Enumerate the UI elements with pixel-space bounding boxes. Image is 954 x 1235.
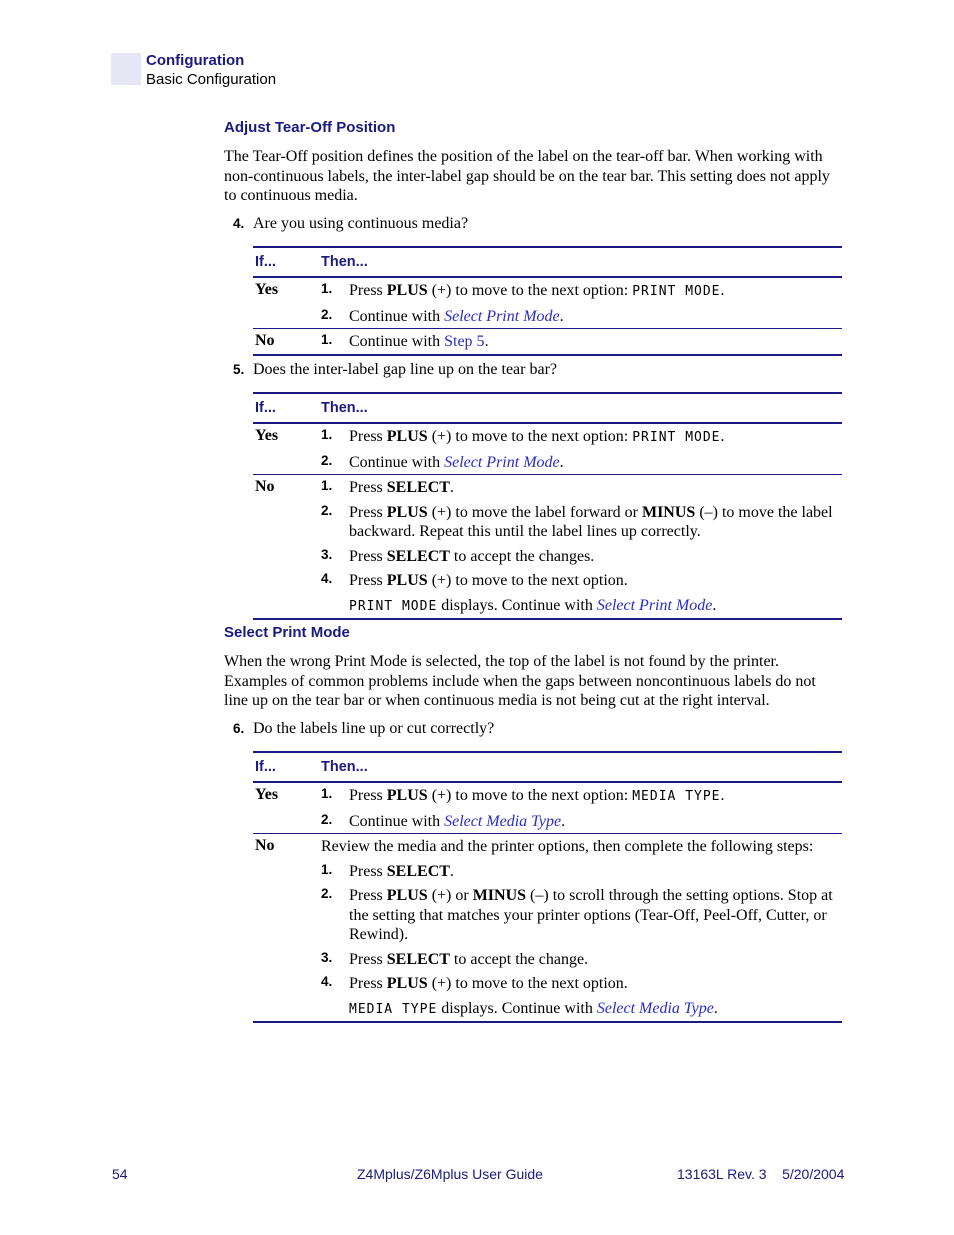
text: (+) to move to the next option: bbox=[427, 282, 633, 299]
text: Press bbox=[349, 479, 387, 496]
link-select-print-mode[interactable]: Select Print Mode bbox=[444, 307, 560, 325]
action-text bbox=[349, 809, 842, 834]
action-text bbox=[349, 947, 842, 972]
table-row bbox=[253, 329, 842, 355]
text: Press bbox=[349, 282, 387, 299]
text: Continue with bbox=[349, 453, 445, 471]
decision-table-tear-bar bbox=[253, 392, 842, 620]
link-step-5[interactable]: Step 5 bbox=[444, 333, 485, 350]
text: . bbox=[449, 862, 454, 880]
action-intro-text: Review the media and the printer options, then complete the following steps: bbox=[321, 834, 842, 859]
text: (+) to move to the next option. bbox=[427, 975, 628, 992]
table-row bbox=[253, 834, 842, 859]
button-name: SELECT bbox=[386, 950, 450, 968]
lcd-display-text: PRINT MODE bbox=[349, 598, 438, 614]
text: Press bbox=[349, 572, 387, 589]
step-number: 1. bbox=[321, 281, 333, 296]
text: Press bbox=[349, 428, 387, 445]
text: . bbox=[720, 282, 725, 299]
header-if: If... bbox=[253, 393, 321, 423]
action-text bbox=[349, 996, 842, 1023]
button-name: PLUS bbox=[386, 975, 428, 992]
text: (+) to move to the next option. bbox=[427, 572, 628, 589]
action-text bbox=[349, 859, 842, 884]
header-then: Then... bbox=[321, 752, 842, 782]
text: . bbox=[449, 479, 454, 496]
button-name: SELECT bbox=[386, 479, 450, 496]
text: . bbox=[720, 787, 725, 804]
text: to accept the changes. bbox=[449, 547, 595, 565]
condition-no: No bbox=[253, 475, 321, 500]
table-row bbox=[253, 475, 842, 500]
heading-adjust-tear-off: Adjust Tear-Off Position bbox=[224, 119, 396, 136]
text: Press bbox=[349, 503, 387, 521]
step-number: 3. bbox=[321, 949, 333, 965]
table-row bbox=[253, 593, 842, 620]
header-then: Then... bbox=[321, 393, 842, 423]
condition-yes: Yes bbox=[255, 786, 279, 803]
step-number: 4. bbox=[321, 571, 333, 586]
text: (+) to move to the next option: bbox=[427, 428, 633, 445]
step-number: 1. bbox=[321, 427, 333, 442]
lcd-display-text: MEDIA TYPE bbox=[349, 1001, 438, 1017]
section-title: Basic Configuration bbox=[146, 71, 277, 88]
action-text bbox=[349, 304, 842, 329]
text: (+) to move to the next option: bbox=[427, 787, 633, 804]
text: Press bbox=[349, 547, 387, 565]
table-row bbox=[253, 996, 842, 1023]
button-name: PLUS bbox=[386, 572, 428, 589]
paragraph-tear-off: The Tear-Off position defines the position of the label on the tear-off bar. When working with non-continuous labels, the inter-label gap should be on the tear bar. This setting does not apply to continuous media. bbox=[224, 148, 830, 204]
header-if: If... bbox=[253, 247, 321, 277]
step-number: 1. bbox=[321, 329, 349, 355]
text: . bbox=[559, 307, 564, 325]
text: . bbox=[720, 428, 725, 445]
text: displays. Continue with bbox=[437, 596, 597, 614]
footer-doc-revision: 13163L Rev. 3 5/20/2004 bbox=[677, 1166, 845, 1182]
action-text bbox=[349, 593, 842, 620]
action-text bbox=[349, 544, 842, 569]
link-select-print-mode[interactable]: Select Print Mode bbox=[596, 596, 713, 614]
text: . bbox=[561, 812, 566, 830]
text: Press bbox=[349, 950, 387, 968]
heading-select-print-mode: Select Print Mode bbox=[224, 624, 350, 641]
step-number: 2. bbox=[321, 306, 333, 322]
step-text: Are you using continuous media? bbox=[253, 215, 469, 232]
text: (+) or bbox=[427, 887, 473, 904]
link-select-media-type[interactable]: Select Media Type bbox=[444, 812, 562, 830]
step-number: 1. bbox=[321, 475, 349, 500]
table-row bbox=[253, 304, 842, 329]
table-row bbox=[253, 947, 842, 972]
chapter-title: Configuration bbox=[146, 52, 245, 69]
step-number: 2. bbox=[321, 502, 333, 518]
button-name: PLUS bbox=[386, 787, 428, 804]
step-number: 1. bbox=[321, 861, 333, 877]
table-header-row bbox=[253, 393, 842, 423]
action-text bbox=[349, 329, 842, 355]
action-text bbox=[349, 277, 842, 304]
text: (–) to scroll through the setting options. Stop at the setting that matches your printer options (Tear-Off, Peel-Off, Cutter, or Rewind). bbox=[349, 887, 833, 943]
table-header-row bbox=[253, 752, 842, 782]
text: (+) to move the label forward or bbox=[427, 503, 642, 521]
action-text bbox=[349, 450, 842, 475]
text: Press bbox=[349, 787, 387, 804]
table-row bbox=[253, 971, 842, 996]
lcd-display-text: PRINT MODE bbox=[632, 284, 721, 299]
step-number: 2. bbox=[321, 886, 333, 901]
button-name: PLUS bbox=[386, 887, 428, 904]
button-name: PLUS bbox=[386, 282, 428, 299]
table-header-row bbox=[253, 247, 842, 277]
table-row bbox=[253, 809, 842, 834]
table-row bbox=[253, 544, 842, 569]
text: Continue with bbox=[349, 333, 445, 350]
action-text bbox=[349, 782, 842, 809]
step-5 bbox=[233, 361, 557, 379]
text: displays. Continue with bbox=[437, 999, 597, 1017]
action-text bbox=[349, 475, 842, 500]
header-then: Then... bbox=[321, 247, 842, 277]
lcd-display-text: PRINT MODE bbox=[632, 430, 721, 445]
button-name: PLUS bbox=[386, 428, 428, 445]
condition-no: No bbox=[253, 329, 321, 355]
text: . bbox=[713, 999, 718, 1017]
header-tab-marker bbox=[111, 53, 141, 85]
table-row bbox=[253, 277, 842, 304]
lcd-display-text: MEDIA TYPE bbox=[632, 789, 721, 804]
table-row bbox=[253, 883, 842, 947]
step-number: 4. bbox=[233, 216, 245, 231]
text: Continue with bbox=[349, 307, 445, 325]
step-number: 2. bbox=[321, 811, 333, 827]
action-text bbox=[349, 971, 842, 996]
action-text bbox=[349, 883, 842, 947]
action-text bbox=[349, 500, 842, 544]
step-text: Does the inter-label gap line up on the tear bar? bbox=[253, 361, 557, 378]
header-if: If... bbox=[253, 752, 321, 782]
table-row bbox=[253, 450, 842, 475]
link-select-print-mode[interactable]: Select Print Mode bbox=[444, 453, 560, 471]
table-row bbox=[253, 423, 842, 450]
footer-guide-title: Z4Mplus/Z6Mplus User Guide bbox=[357, 1166, 543, 1182]
text: Press bbox=[349, 862, 387, 880]
text: . bbox=[712, 596, 717, 614]
step-4 bbox=[233, 215, 468, 233]
table-row bbox=[253, 782, 842, 809]
button-name: SELECT bbox=[386, 862, 450, 880]
table-row bbox=[253, 568, 842, 593]
button-name: MINUS bbox=[641, 503, 696, 521]
step-6 bbox=[233, 720, 494, 738]
decision-table-continuous-media bbox=[253, 246, 842, 356]
page-number: 54 bbox=[112, 1166, 128, 1182]
step-number: 5. bbox=[233, 362, 245, 377]
condition-yes: Yes bbox=[255, 427, 279, 444]
condition-no: No bbox=[253, 834, 321, 859]
text: to accept the change. bbox=[449, 950, 589, 968]
link-select-media-type[interactable]: Select Media Type bbox=[596, 999, 714, 1017]
table-row bbox=[253, 859, 842, 884]
step-number: 4. bbox=[321, 974, 333, 989]
condition-yes: Yes bbox=[255, 281, 279, 298]
text: (–) to move the label backward. Repeat this until the label lines up correctly. bbox=[349, 503, 833, 540]
step-number: 2. bbox=[321, 452, 333, 468]
step-number: 1. bbox=[321, 786, 333, 801]
text: Press bbox=[349, 975, 387, 992]
step-text: Do the labels line up or cut correctly? bbox=[253, 720, 495, 737]
button-name: SELECT bbox=[386, 547, 450, 565]
step-number: 3. bbox=[321, 546, 333, 562]
text: . bbox=[484, 333, 489, 350]
action-text bbox=[349, 568, 842, 593]
decision-table-labels-line-up bbox=[253, 751, 842, 1023]
button-name: MINUS bbox=[472, 887, 527, 904]
text: . bbox=[559, 453, 564, 471]
action-text bbox=[349, 423, 842, 450]
button-name: PLUS bbox=[386, 503, 428, 521]
text: Press bbox=[349, 887, 387, 904]
text: Continue with bbox=[349, 812, 445, 830]
table-row bbox=[253, 500, 842, 544]
step-number: 6. bbox=[233, 721, 245, 736]
paragraph-print-mode: When the wrong Print Mode is selected, the top of the label is not found by the printer. Examples of common problems include when the gaps between noncontinuous labels do not line up on the tear bar or when continuous media is not being cut at the right interval. bbox=[224, 653, 816, 709]
